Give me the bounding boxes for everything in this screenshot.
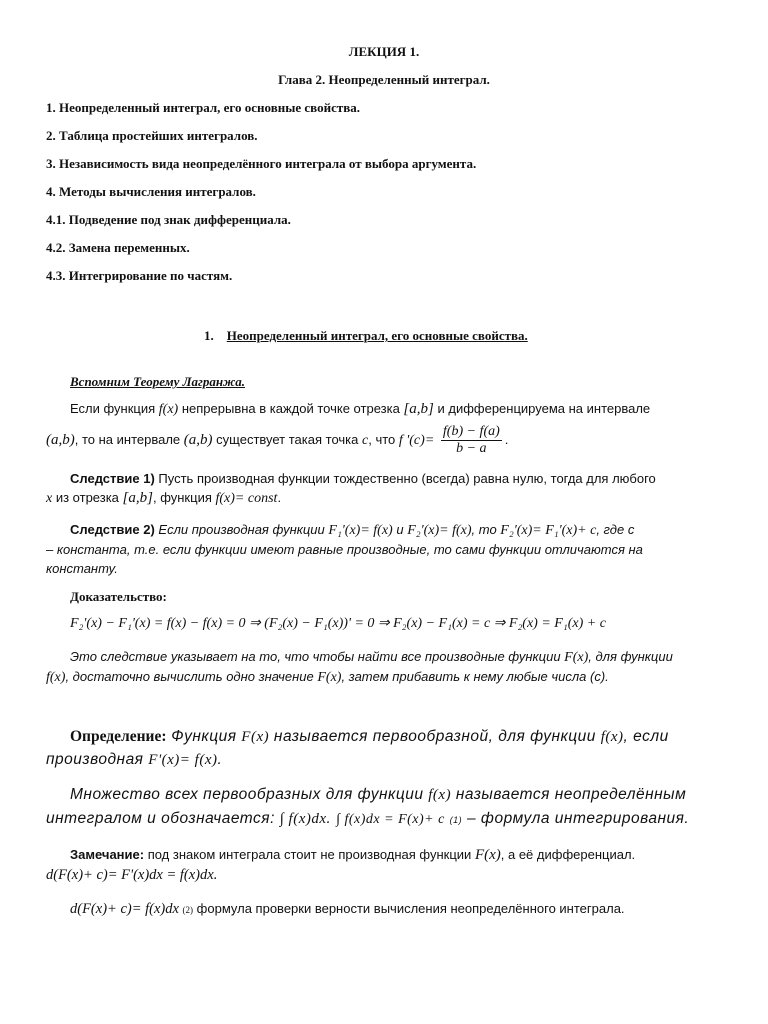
text: Пусть производная функции тождественно (всегда) равна нулю, тогда для любого xyxy=(158,471,656,486)
math-f-x: f(x) xyxy=(46,670,66,685)
text: , для функции xyxy=(588,649,673,664)
math-const: f(x)= const xyxy=(215,491,278,506)
definition-line-2 xyxy=(46,751,222,769)
math-F-x: F(x) xyxy=(241,729,270,745)
math-F-x: F(x) xyxy=(564,650,589,665)
math-integral: ∫ f(x)dx xyxy=(279,811,327,827)
lagrange-line-2 xyxy=(46,424,508,457)
text: существует такая точка xyxy=(216,431,359,447)
text: Множество всех первообразных для функции xyxy=(70,786,424,803)
proof-label: Доказательство: xyxy=(70,589,167,604)
lagrange-fraction xyxy=(441,424,502,457)
math-segment: [a,b] xyxy=(122,490,153,506)
check-formula-line xyxy=(70,901,625,918)
remark-line-1 xyxy=(70,847,635,864)
math-interval: (a,b) xyxy=(46,431,75,448)
text: , затем прибавить к нему любые числа (c). xyxy=(341,669,609,684)
text: , где c xyxy=(596,522,635,537)
text: формула проверки верности вычисления неопределённого интеграла. xyxy=(196,901,625,916)
math-derivative: f '(c)= xyxy=(398,432,435,448)
text: , достаточно вычислить одно значение xyxy=(65,669,314,684)
section-1-number: 1. xyxy=(204,328,214,343)
text: . xyxy=(217,751,223,768)
math-x: x xyxy=(46,491,53,506)
text: , то на интервале xyxy=(74,431,181,447)
proof-note-line-1 xyxy=(70,649,673,666)
text: интегралом и обозначается: xyxy=(46,810,275,827)
text: Это следствие указывает на то, что чтобы найти все производные функции xyxy=(70,649,561,664)
text: называется первообразной, для функции xyxy=(273,728,596,745)
math-F-x: F(x) xyxy=(317,670,342,685)
proof-note-line-2 xyxy=(46,669,609,686)
corollary-2-line-3: константу. xyxy=(46,561,118,576)
math-check-formula: d(F(x)+ c)= f(x)dx xyxy=(70,901,179,917)
text: , функция xyxy=(152,490,212,505)
text: Функция xyxy=(171,728,237,745)
text: называется неопределённым xyxy=(455,786,687,803)
toc-item-1: 1. Неопределенный интеграл, его основные свойства. xyxy=(46,100,360,115)
lagrange-heading: Вспомним Теорему Лагранжа. xyxy=(70,374,246,389)
corollary-2-label: Следствие 2) xyxy=(70,522,155,537)
math-f-x: f(x) xyxy=(428,787,452,803)
section-1-heading xyxy=(204,328,528,344)
toc-item-4: 4. Методы вычисления интегралов. xyxy=(46,184,256,199)
text: . xyxy=(326,810,332,827)
text: , если xyxy=(623,728,669,745)
math-f2: F₂'(x)= f(x) xyxy=(407,523,472,538)
section-1-title: Неопределенный интеграл, его основные свойства. xyxy=(226,328,528,343)
text: Если функция xyxy=(70,401,156,416)
math-result: F₂'(x)= F₁'(x)+ c xyxy=(500,523,597,538)
lagrange-line-1 xyxy=(70,401,650,418)
text: . xyxy=(277,490,282,505)
corollary-2-line-1 xyxy=(70,522,634,539)
toc-item-3: 3. Независимость вида неопределённого интеграла от выбора аргумента. xyxy=(46,156,477,171)
text: , а её дифференциал. xyxy=(500,847,636,862)
lecture-title: ЛЕКЦИЯ 1. xyxy=(348,44,420,59)
math-interval: (a,b) xyxy=(183,431,213,448)
proof-formula: F₂'(x) − F₁'(x) = f(x) − f(x) = 0 ⇒ (F₂(x) − F₁(x))' = 0 ⇒ F₂(x) − F₁(x) = c ⇒ F₂(x) = F₁(x) + c xyxy=(70,616,606,631)
corollary-1-line-1 xyxy=(70,471,656,486)
fraction-denominator: b − a xyxy=(456,441,487,456)
text: , то xyxy=(471,522,497,537)
antiderivative-line-1 xyxy=(70,786,686,804)
formula-number-1: (1) xyxy=(449,815,463,825)
math-c: c xyxy=(362,432,369,448)
text: и дифференцируема на интервале xyxy=(437,401,651,416)
text: из отрезка xyxy=(55,490,119,505)
math-f-x: f(x) xyxy=(600,729,624,745)
text: производная xyxy=(46,751,144,768)
math-definition: F'(x)= f(x) xyxy=(148,752,218,768)
math-segment: [a,b] xyxy=(403,401,434,417)
text: . xyxy=(504,431,509,447)
math-differential: d(F(x)+ c)= F'(x)dx = f(x)dx xyxy=(46,867,214,883)
remark-label: Замечание: xyxy=(70,847,145,862)
math-F-x: F(x) xyxy=(474,847,501,863)
text: . xyxy=(213,867,218,883)
math-f1: F₁'(x)= f(x) xyxy=(328,523,393,538)
math-f-x: f(x) xyxy=(158,402,179,417)
text: и xyxy=(396,522,404,537)
toc-item-4-2: 4.2. Замена переменных. xyxy=(46,240,190,255)
toc-item-4-3: 4.3. Интегрирование по частям. xyxy=(46,268,233,283)
corollary-2-line-2: – константа, т.е. если функции имеют равные производные, то сами функции отличаются на xyxy=(46,542,643,557)
text: под знаком интеграла стоит не производная функции xyxy=(147,847,472,862)
toc-item-4-1: 4.1. Подведение под знак дифференциала. xyxy=(46,212,291,227)
antiderivative-line-2 xyxy=(46,810,689,828)
chapter-title: Глава 2. Неопределенный интеграл. xyxy=(278,72,490,87)
math-integration-formula: ∫ f(x)dx = F(x)+ c xyxy=(336,812,445,827)
toc-item-2: 2. Таблица простейших интегралов. xyxy=(46,128,258,143)
fraction-numerator: f(b) − f(a) xyxy=(442,424,500,439)
remark-line-2 xyxy=(46,867,217,884)
corollary-1-line-2 xyxy=(46,490,281,507)
corollary-1-label: Следствие 1) xyxy=(70,471,155,486)
formula-number-2: (2) xyxy=(182,905,194,915)
text: Если производная функции xyxy=(158,522,325,537)
definition-line-1 xyxy=(70,728,669,746)
text: – формула интегрирования. xyxy=(466,810,690,827)
definition-label: Определение: xyxy=(70,728,167,745)
text: , что xyxy=(368,431,396,447)
text: непрерывна в каждой точке отрезка xyxy=(181,401,400,416)
